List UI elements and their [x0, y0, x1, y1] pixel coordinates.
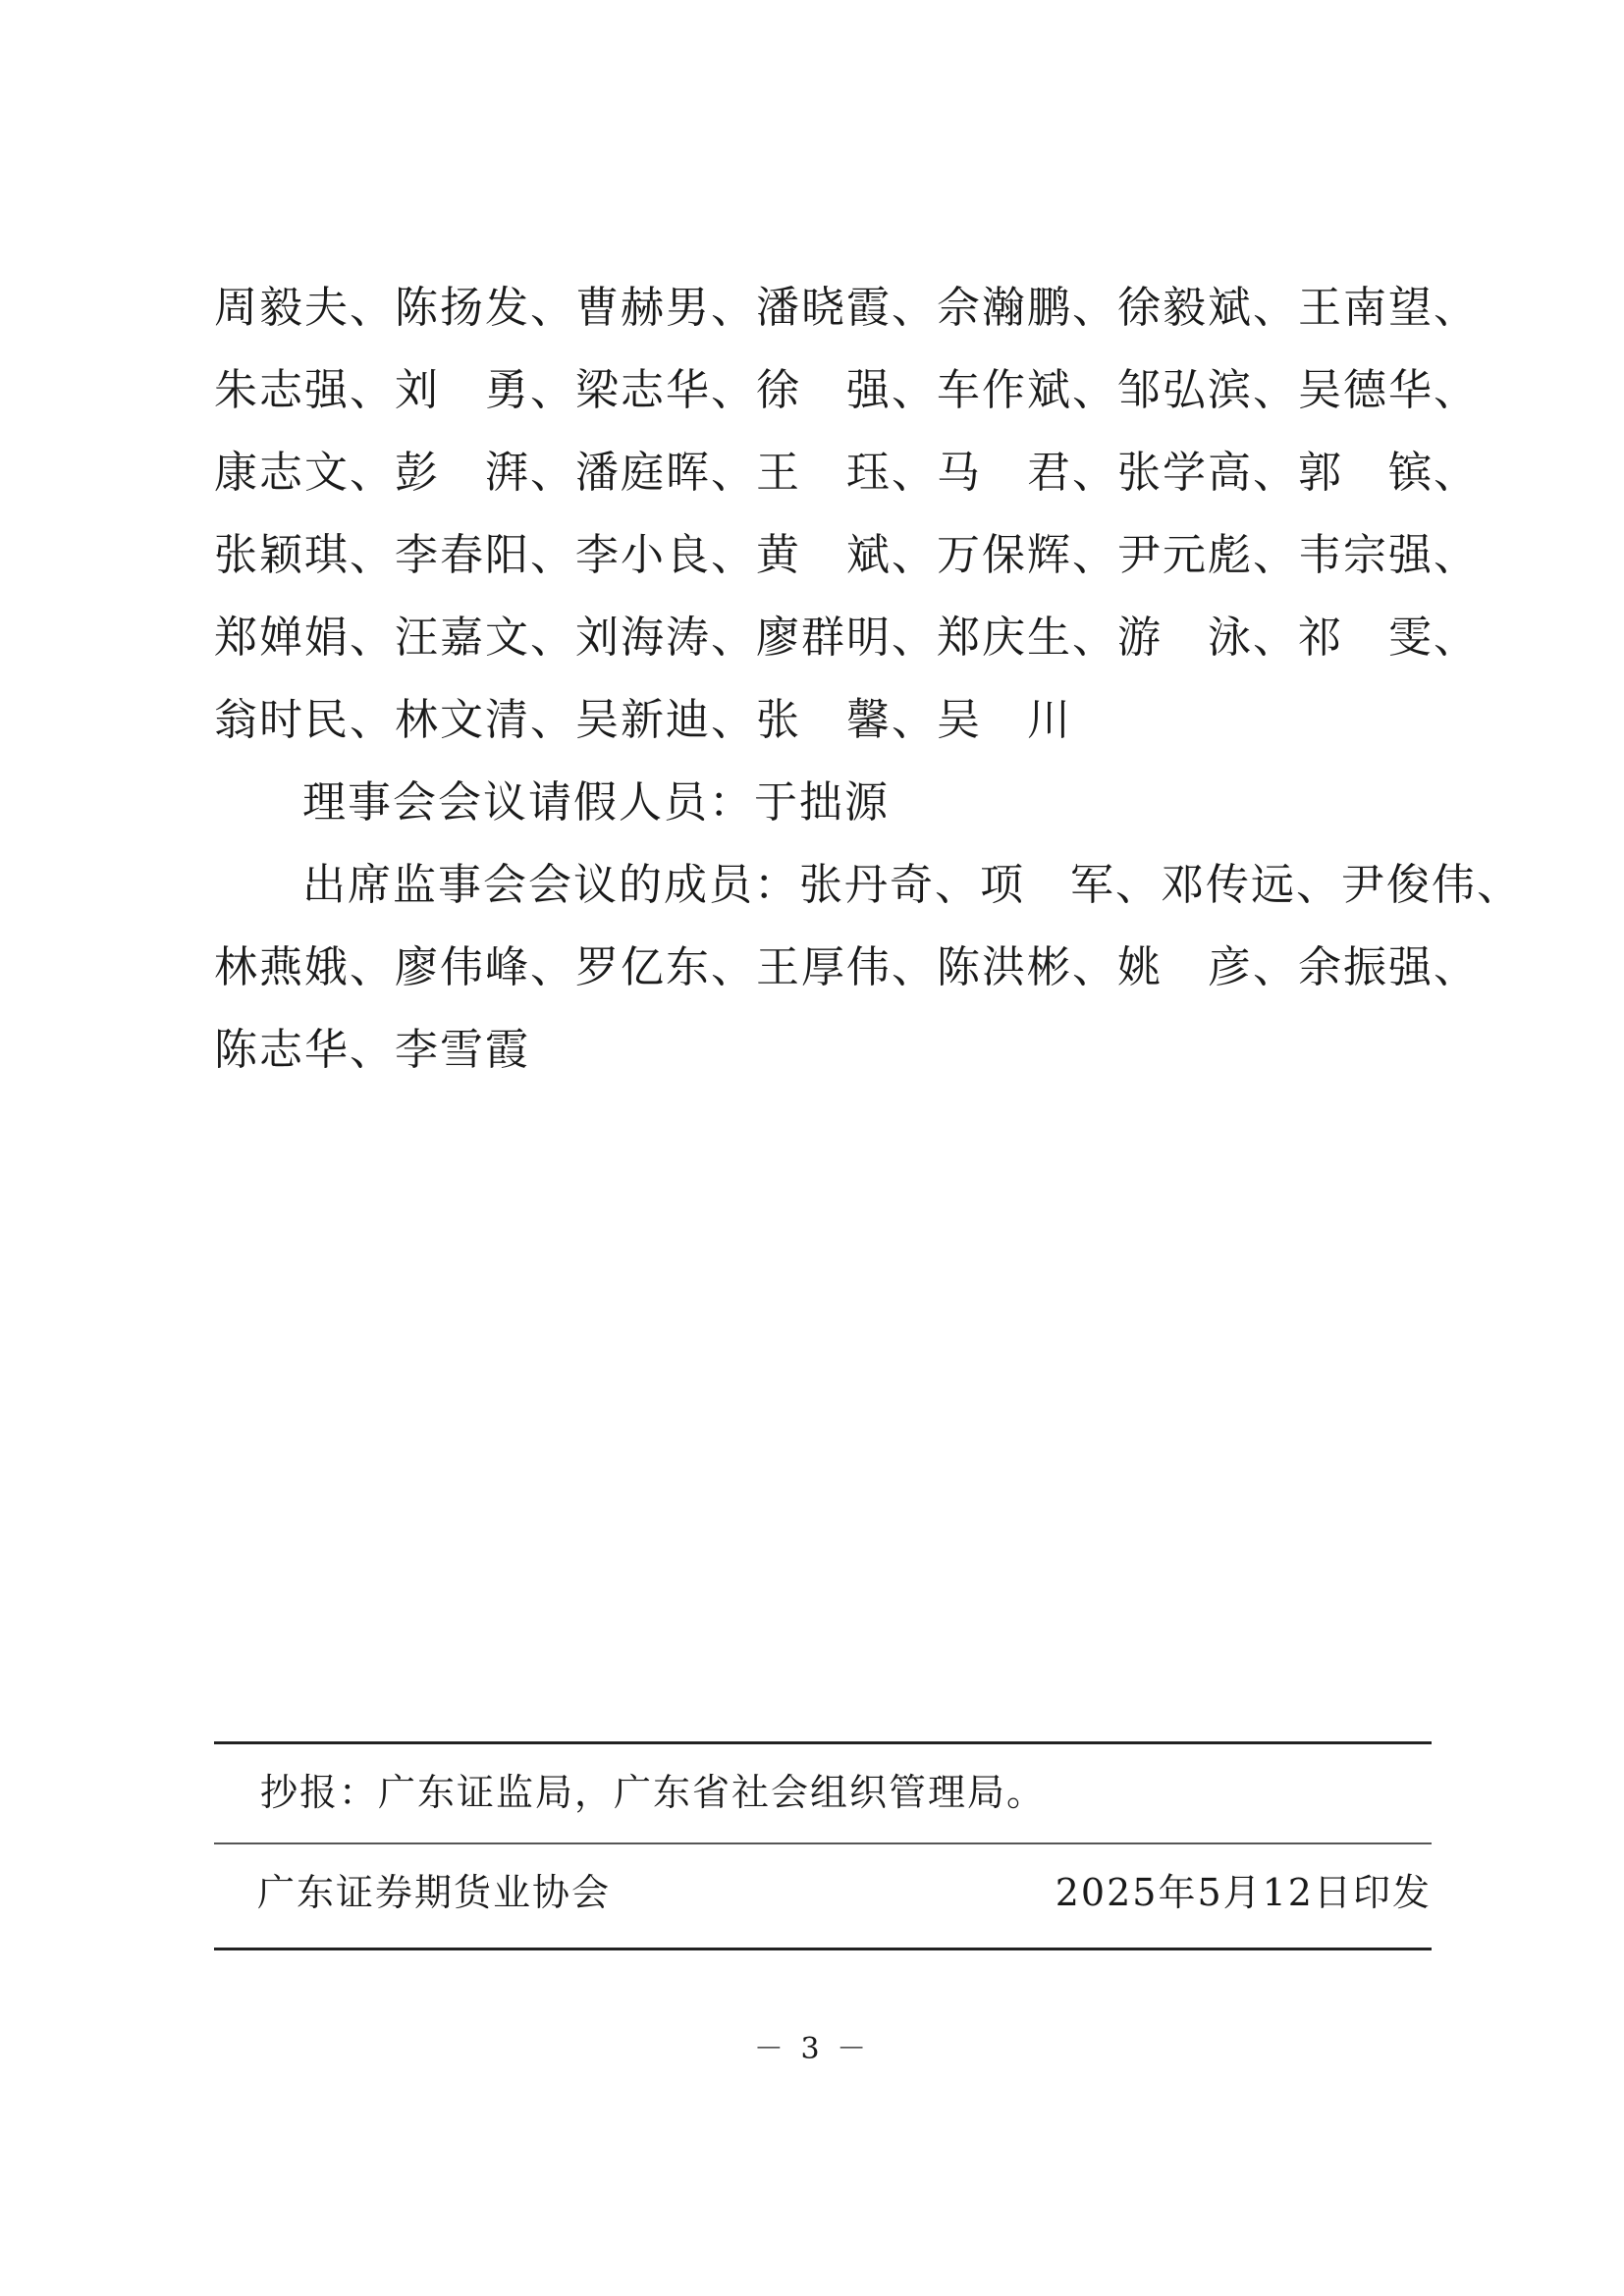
- cc-recipients: 抄报：广东证监局，广东省社会组织管理局。: [260, 1771, 1047, 1814]
- leave-line: 理事会会议请假人员：于拙源: [302, 777, 890, 828]
- attendee-line: 郑婵娟、汪嘉文、刘海涛、廖群明、郑庆生、游 泳、祁 雯、: [214, 613, 1479, 663]
- document-body: [214, 267, 1522, 1092]
- supervisor-line: 林燕娥、廖伟峰、罗亿东、王厚伟、陈洪彬、姚 彦、余振强、: [214, 942, 1479, 992]
- attendee-line: 朱志强、刘 勇、梁志华、徐 强、车作斌、邹弘滨、吴德华、: [214, 365, 1479, 415]
- footer-middle-rule: [214, 1842, 1432, 1844]
- page-number: － 3 －: [753, 2032, 871, 2066]
- footer-top-rule: [214, 1741, 1432, 1744]
- issue-date: 2025年5月12日印发: [1055, 1871, 1432, 1914]
- supervisor-line: 陈志华、李雪霞: [214, 1025, 530, 1075]
- attendee-line: 张颖琪、李春阳、李小良、黄 斌、万保辉、尹元彪、韦宗强、: [214, 530, 1479, 580]
- issuing-organization: 广东证券期货业协会: [257, 1871, 612, 1914]
- footer-bottom-rule: [214, 1948, 1432, 1950]
- supervisor-line: 出席监事会会议的成员：张丹奇、项 军、邓传远、尹俊伟、: [302, 860, 1522, 910]
- attendee-line: 康志文、彭 湃、潘庭晖、王 珏、马 君、张学高、郭 镔、: [214, 448, 1479, 498]
- attendee-line: 周毅夫、陈扬发、曹赫男、潘晓霞、佘瀚鹏、徐毅斌、王南望、: [214, 283, 1479, 333]
- attendee-line: 翁时民、林文清、吴新迪、张 馨、吴 川: [214, 695, 1072, 745]
